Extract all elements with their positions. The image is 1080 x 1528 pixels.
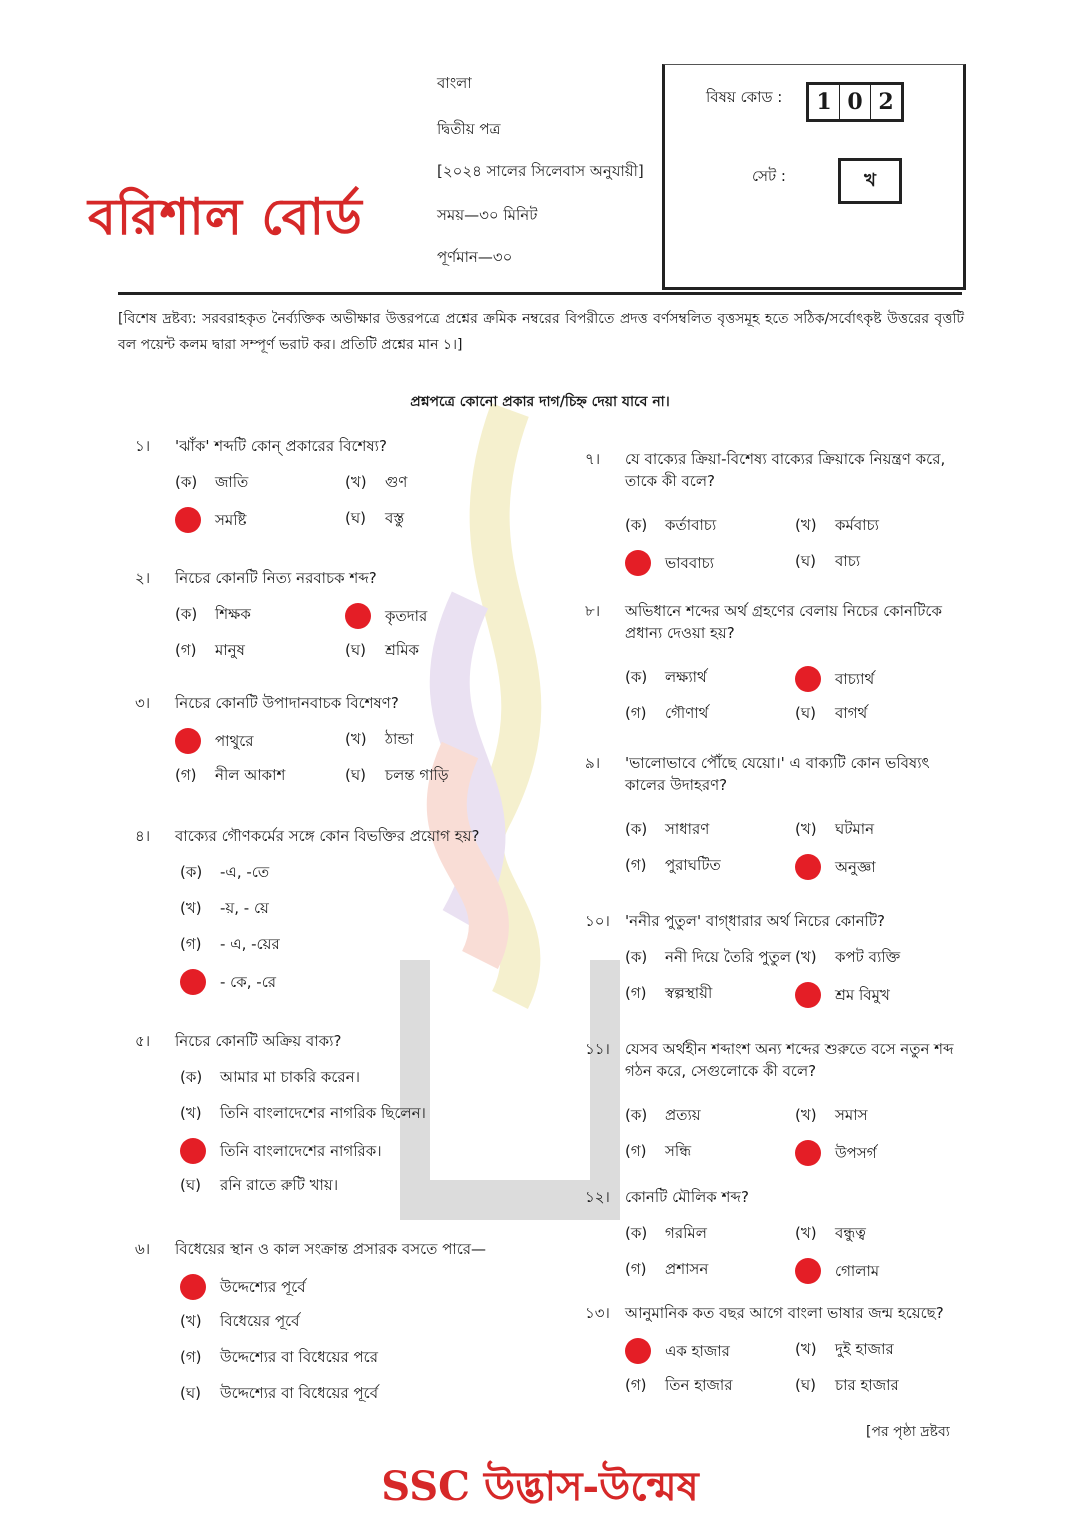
option-text: তিনি বাংলাদেশের নাগরিক ছিলেন।	[220, 1104, 426, 1122]
option-label: (খ)	[795, 516, 817, 534]
option-label: (ঘ)	[345, 509, 366, 527]
option-text: তিন হাজার	[665, 1376, 733, 1394]
option-text: অনুজ্ঞা	[835, 857, 876, 876]
answer-marked-dot	[795, 1258, 821, 1284]
option-text: কৃতদার	[385, 606, 428, 625]
option-label	[345, 603, 371, 629]
option-label	[795, 1258, 821, 1284]
option-text: শ্রম বিমুখ	[835, 985, 890, 1004]
option[interactable]	[180, 1102, 426, 1127]
option-label: (ঘ)	[795, 704, 816, 722]
option-text: কর্তাবাচ্য	[665, 516, 717, 534]
option-text: বাচ্যার্থ	[835, 669, 875, 688]
option-text: মানুষ	[215, 641, 245, 659]
option-label: (গ)	[625, 984, 647, 1002]
option[interactable]	[345, 507, 404, 532]
option[interactable]	[625, 666, 707, 691]
option-text: সমাস	[835, 1106, 868, 1124]
option[interactable]	[175, 471, 248, 496]
option-label: (খ)	[180, 1104, 202, 1122]
subject-name: বাংলা	[437, 74, 472, 92]
option-text: স্বল্পস্থায়ী	[665, 984, 713, 1002]
question-number: ২।	[135, 569, 151, 587]
option-label	[795, 666, 821, 692]
option[interactable]	[175, 507, 247, 534]
option-label: (ক)	[175, 473, 198, 491]
option[interactable]	[345, 603, 427, 630]
option-text: তিনি বাংলাদেশের নাগরিক।	[220, 1141, 382, 1160]
answer-marked-dot	[345, 603, 371, 629]
option-text: সন্ধি	[665, 1142, 692, 1160]
option[interactable]	[795, 514, 879, 539]
full-marks: পূর্ণমান—৩০	[437, 248, 513, 266]
option-text: নীল আকাশ	[215, 766, 286, 784]
footer-brand: SSC উদ্ভাস-উন্মেষ	[381, 1463, 699, 1510]
option[interactable]	[345, 764, 449, 789]
paper-name: দ্বিতীয় পত্র	[437, 120, 501, 138]
option-label	[175, 728, 201, 754]
option-label: (গ)	[625, 1142, 647, 1160]
option-text: ভাববাচ্য	[665, 553, 715, 572]
option-text: বাগর্থ	[835, 704, 868, 722]
option-text: বিধেয়ের পূর্বে	[220, 1312, 300, 1330]
question-text: নিচের কোনটি নিত্য নরবাচক শব্দ?	[175, 569, 377, 587]
question-text: 'ঝাঁক' শব্দটি কোন্ প্রকারের বিশেষ্য?	[175, 437, 387, 455]
option[interactable]	[180, 933, 280, 958]
option-text: জাতি	[215, 473, 249, 491]
option[interactable]	[345, 471, 407, 496]
option-text: পুরাঘটিত	[665, 856, 721, 874]
option-label	[180, 1138, 206, 1164]
option-label: (ক)	[175, 605, 198, 623]
option-label: (ক)	[625, 820, 648, 838]
option-text: সমষ্টি	[215, 510, 247, 529]
option-text: চার হাজার	[835, 1376, 899, 1394]
option-label: (গ)	[180, 1348, 202, 1366]
option-text: উদ্দেশ্যের পূর্বে	[220, 1277, 306, 1296]
option[interactable]	[795, 1140, 877, 1167]
question-number: ৮।	[585, 602, 601, 620]
option[interactable]	[795, 982, 890, 1009]
option-text: কর্মবাচ্য	[835, 516, 879, 534]
option-text: প্রশাসন	[665, 1260, 709, 1278]
answer-marked-dot	[180, 969, 206, 995]
option-label: (ঘ)	[795, 1376, 816, 1394]
board-title: বরিশাল বোর্ড	[88, 187, 363, 246]
option-label: (খ)	[795, 820, 817, 838]
option-label: (গ)	[625, 1376, 647, 1394]
question-number: ১১।	[585, 1040, 610, 1058]
option-label: (গ)	[180, 935, 202, 953]
option[interactable]	[625, 1222, 707, 1247]
question-number: ৪।	[135, 827, 151, 845]
syllabus-note: [২০২৪ সালের সিলেবাস অনুযায়ী]	[437, 162, 644, 180]
option[interactable]	[180, 897, 269, 922]
option[interactable]	[795, 1258, 879, 1285]
option-label: (খ)	[795, 1106, 817, 1124]
option-label: (ক)	[625, 1106, 648, 1124]
option-text: বন্ধুত্ব	[835, 1224, 866, 1242]
option-text: গোলাম	[835, 1261, 880, 1280]
option-label: (খ)	[345, 473, 367, 491]
option-text: উদ্দেশ্যের বা বিধেয়ের পরে	[220, 1348, 378, 1366]
option-label: (ক)	[180, 1068, 203, 1086]
option[interactable]	[795, 818, 874, 843]
answer-marked-dot	[625, 550, 651, 576]
option[interactable]	[180, 1066, 360, 1091]
option[interactable]	[625, 1104, 701, 1129]
option-label	[625, 550, 651, 576]
exam-time: সময়—৩০ মিনিট	[437, 206, 538, 224]
option-label: (ঘ)	[180, 1384, 201, 1402]
option[interactable]	[345, 728, 414, 753]
question-number: ৭।	[585, 450, 601, 468]
option-text: শ্রমিক	[385, 641, 420, 659]
answer-marked-dot	[175, 728, 201, 754]
option-label: (ঘ)	[345, 641, 366, 659]
question-number: ৫।	[135, 1032, 151, 1050]
option[interactable]	[795, 1374, 899, 1399]
option[interactable]	[180, 1274, 306, 1301]
option[interactable]	[795, 854, 876, 881]
option-label	[795, 1140, 821, 1166]
option-label: (খ)	[180, 1312, 202, 1330]
option[interactable]	[625, 854, 721, 879]
option-label: (ক)	[625, 668, 648, 686]
option-text: গরমিল	[665, 1224, 707, 1242]
answer-marked-dot	[625, 1338, 651, 1364]
option[interactable]	[180, 1138, 382, 1165]
option[interactable]	[625, 1374, 733, 1399]
option[interactable]	[625, 982, 712, 1007]
option-label: (গ)	[175, 641, 197, 659]
option[interactable]	[625, 946, 791, 971]
subject-code-label: বিষয় কোড :	[706, 88, 783, 106]
option[interactable]	[180, 1346, 378, 1371]
option-text: উদ্দেশ্যের বা বিধেয়ের পূর্বে	[220, 1384, 379, 1402]
subject-code-digits	[806, 82, 904, 122]
option-text: সাধারণ	[665, 820, 710, 838]
question-text: যে বাক্যের ক্রিয়া-বিশেষ্য বাক্যের ক্রিয়াকে নিয়ন্ত্রণ করে, তাকে কী বলে?	[625, 450, 946, 490]
set-label: সেট :	[752, 167, 786, 185]
option[interactable]	[180, 1310, 300, 1335]
option-label	[795, 854, 821, 880]
option[interactable]	[180, 1174, 338, 1199]
option-label: (ক)	[625, 1224, 648, 1242]
option-text: ঘটমান	[835, 820, 875, 838]
option-label	[180, 1274, 206, 1300]
question-number: ১।	[135, 437, 151, 455]
option-text: চলন্ত গাড়ি	[385, 766, 449, 784]
option-label: (খ)	[180, 899, 202, 917]
question-text: আনুমানিক কত বছর আগে বাংলা ভাষার জন্ম হয়েছে?	[625, 1304, 944, 1322]
option-text: লক্ষ্যার্থ	[665, 668, 707, 686]
option[interactable]	[625, 702, 708, 727]
question-text: অভিধানে শব্দের অর্থ গ্রহণের বেলায় নিচের কোনটিকে প্রধান্য দেওয়া হয়?	[625, 602, 942, 642]
option-text: দুই হাজার	[835, 1340, 894, 1358]
option-label: (খ)	[795, 948, 817, 966]
option-label: (ক)	[180, 863, 203, 881]
option-text: এক হাজার	[665, 1341, 730, 1360]
option[interactable]	[795, 702, 867, 727]
option[interactable]	[175, 728, 254, 755]
option-text: ঠান্ডা	[385, 730, 414, 748]
answer-marked-dot	[175, 507, 201, 533]
code-digit: 1	[809, 85, 840, 119]
instructions: [বিশেষ দ্রষ্টব্য: সরবরাহকৃত নৈর্ব্যক্তিক অভীক্ষার উত্তরপত্রে প্রশ্নের ক্রমিক নম্বরের বিপরীতে প্রদত্ত বর্ণসম্বলিত বৃত্তসমূহ হতে সঠিক/সর্বোৎকৃষ্ট উত্তরের বৃত্তটি বল পয়েন্ট কলম দ্বারা সম্পূর্ণ ভরাট কর। প্রতিটি প্রশ্নের মান ১।]	[118, 311, 964, 353]
option-label: (খ)	[345, 730, 367, 748]
question-number: ১২।	[585, 1188, 610, 1206]
set-value: খ	[838, 158, 902, 204]
option-label: (খ)	[795, 1224, 817, 1242]
answer-marked-dot	[795, 854, 821, 880]
question-text: 'ভালোভাবে পৌঁছে যেয়ো।' এ বাক্যটি কোন ভবিষ্যৎ কালের উদাহরণ?	[625, 754, 930, 794]
watermark-logo	[400, 400, 620, 1220]
answer-marked-dot	[180, 1138, 206, 1164]
option[interactable]	[795, 666, 874, 693]
option[interactable]	[625, 1338, 730, 1365]
question-text: যেসব অর্থহীন শব্দাংশ অন্য শব্দের শুরুতে বসে নতুন শব্দ গঠন করে, সেগুলোকে কী বলে?	[625, 1040, 954, 1080]
option-label: (ঘ)	[180, 1176, 201, 1194]
option-label: (গ)	[625, 704, 647, 722]
question-text: বাক্যের গৌণকর্মের সঙ্গে কোন বিভক্তির প্রয়োগ হয়?	[175, 827, 480, 845]
option-text: - কে, -রে	[220, 972, 277, 991]
option-label: (ক)	[625, 948, 648, 966]
answer-marked-dot	[795, 1140, 821, 1166]
option[interactable]	[625, 514, 716, 539]
header-divider	[118, 292, 962, 295]
option[interactable]	[180, 1382, 378, 1407]
question-text: বিধেয়ের স্থান ও কাল সংক্রান্ত প্রসারক বসতে পারে—	[175, 1240, 487, 1258]
option[interactable]	[795, 1222, 866, 1247]
question-text: কোনটি মৌলিক শব্দ?	[625, 1188, 749, 1206]
question-number: ৬।	[135, 1240, 151, 1258]
option[interactable]	[625, 1258, 708, 1283]
question-text: নিচের কোনটি অক্রিয় বাক্য?	[175, 1032, 342, 1050]
option-text: গুণ	[385, 473, 408, 491]
option-label: (গ)	[625, 856, 647, 874]
option[interactable]	[180, 969, 276, 996]
question-number: ৯।	[585, 754, 601, 772]
question-text: 'ননীর পুতুল' বাগ্‌ধারার অর্থ নিচের কোনটি?	[625, 912, 885, 930]
option-label: (গ)	[625, 1260, 647, 1278]
answer-marked-dot	[795, 982, 821, 1008]
option-label: (গ)	[175, 766, 197, 784]
option[interactable]	[625, 550, 714, 577]
option[interactable]	[795, 550, 860, 575]
code-digit: 2	[878, 89, 894, 115]
next-page-note: [পর পৃষ্ঠা দ্রষ্টব্য	[866, 1424, 950, 1440]
option[interactable]	[625, 1140, 691, 1165]
option-label: (ঘ)	[345, 766, 366, 784]
code-digit: 0	[840, 85, 871, 119]
option[interactable]	[345, 639, 419, 664]
option[interactable]	[625, 818, 709, 843]
option-text: প্রত্যয়	[665, 1106, 701, 1124]
question-number: ১৩।	[585, 1304, 610, 1322]
option-text: গৌণার্থ	[665, 704, 709, 722]
option-text: বস্তু	[385, 509, 405, 527]
option-label	[625, 1338, 651, 1364]
option-text: শিক্ষক	[215, 605, 251, 623]
question-number: ৩।	[135, 694, 151, 712]
option-text: -য়, - য়ে	[220, 899, 269, 917]
warning-note: প্রশ্নপত্রে কোনো প্রকার দাগ/চিহ্ন দেয়া যাবে না।	[410, 394, 670, 410]
option-label	[180, 969, 206, 995]
option[interactable]	[795, 1338, 894, 1363]
option-text: আমার মা চাকরি করেন।	[220, 1068, 360, 1086]
question-number: ১০।	[585, 912, 610, 930]
option[interactable]	[175, 639, 245, 664]
option-text: - এ, -য়ের	[220, 935, 280, 953]
option-text: ননী দিয়ে তৈরি পুতুল	[665, 948, 792, 966]
option-label	[795, 982, 821, 1008]
option[interactable]	[175, 764, 285, 789]
option-text: বাচ্য	[835, 552, 861, 570]
option-label	[175, 507, 201, 533]
option-label: (খ)	[795, 1340, 817, 1358]
option-label: (ক)	[625, 516, 648, 534]
option-text: উপসর্গ	[835, 1143, 877, 1162]
option-text: -এ, -তে	[220, 863, 270, 881]
answer-marked-dot	[180, 1274, 206, 1300]
answer-marked-dot	[795, 666, 821, 692]
option[interactable]	[795, 946, 900, 971]
option-text: কপট ব্যক্তি	[835, 948, 901, 966]
option-text: রনি রাতে রুটি খায়।	[220, 1176, 339, 1194]
option-label: (ঘ)	[795, 552, 816, 570]
option[interactable]	[175, 603, 251, 628]
option-text: পাথুরে	[215, 731, 254, 750]
option[interactable]	[180, 861, 269, 886]
question-text: নিচের কোনটি উপাদানবাচক বিশেষণ?	[175, 694, 399, 712]
option[interactable]	[795, 1104, 868, 1129]
